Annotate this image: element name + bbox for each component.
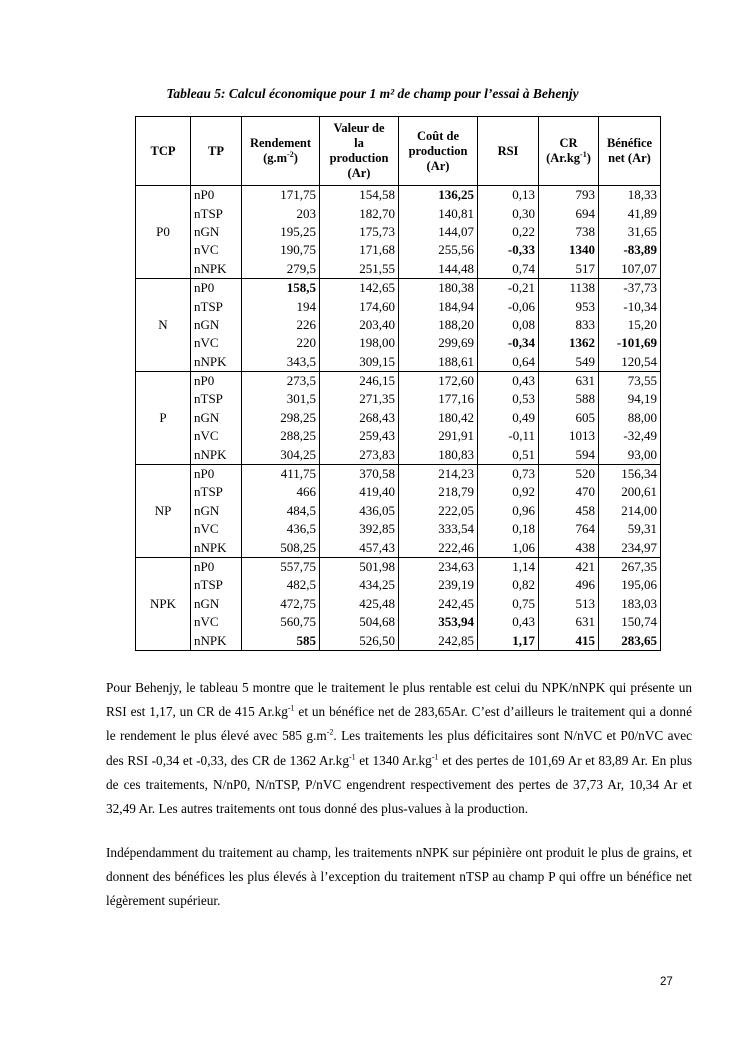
rend-cell: 273,5	[242, 371, 320, 390]
cout-cell: 144,48	[399, 260, 478, 279]
tp-cell: nP0	[191, 278, 242, 297]
rend-cell: 482,5	[242, 576, 320, 594]
rsi-cell: -0,11	[478, 427, 539, 445]
tp-cell: nTSP	[191, 297, 242, 315]
val-cell: 370,58	[320, 464, 399, 483]
rsi-cell: 1,17	[478, 631, 539, 650]
rend-cell: 560,75	[242, 613, 320, 631]
val-cell: 142,65	[320, 278, 399, 297]
cr-cell: 764	[539, 520, 599, 538]
ben-cell: -37,73	[599, 278, 661, 297]
cout-cell: 188,20	[399, 316, 478, 334]
table-row	[136, 576, 661, 594]
header-rsi: RSI	[478, 117, 539, 186]
ben-cell: 195,06	[599, 576, 661, 594]
ben-cell: 93,00	[599, 445, 661, 464]
cout-cell: 172,60	[399, 371, 478, 390]
rend-cell: 304,25	[242, 445, 320, 464]
ben-cell: -101,69	[599, 334, 661, 352]
rsi-cell: 0,43	[478, 371, 539, 390]
rsi-cell: 0,18	[478, 520, 539, 538]
cout-cell: 242,45	[399, 595, 478, 613]
rsi-cell: 0,08	[478, 316, 539, 334]
rend-cell: 508,25	[242, 538, 320, 557]
cr-cell: 605	[539, 409, 599, 427]
tp-cell: nP0	[191, 186, 242, 205]
table-header-row	[136, 117, 661, 186]
cr-cell: 594	[539, 445, 599, 464]
val-cell: 175,73	[320, 223, 399, 241]
ben-cell: 94,19	[599, 390, 661, 408]
val-cell: 309,15	[320, 353, 399, 372]
rsi-cell: 0,75	[478, 595, 539, 613]
ben-cell: 41,89	[599, 204, 661, 222]
rend-cell: 158,5	[242, 278, 320, 297]
cout-cell: 144,07	[399, 223, 478, 241]
tp-cell: nTSP	[191, 390, 242, 408]
rsi-cell: 0,82	[478, 576, 539, 594]
cout-cell: 184,94	[399, 297, 478, 315]
rsi-cell: -0,06	[478, 297, 539, 315]
header-benefice: Bénéfice net (Ar)	[599, 117, 661, 186]
ben-cell: 156,34	[599, 464, 661, 483]
val-cell: 419,40	[320, 483, 399, 501]
table-row	[136, 371, 661, 390]
rend-cell: 194	[242, 297, 320, 315]
cout-cell: 222,46	[399, 538, 478, 557]
rend-cell: 203	[242, 204, 320, 222]
table-row	[136, 278, 661, 297]
ben-cell: 88,00	[599, 409, 661, 427]
ben-cell: 120,54	[599, 353, 661, 372]
tp-cell: nTSP	[191, 576, 242, 594]
cr-cell: 1138	[539, 278, 599, 297]
rend-cell: 436,5	[242, 520, 320, 538]
tp-cell: nNPK	[191, 538, 242, 557]
cr-cell: 631	[539, 371, 599, 390]
cr-cell: 438	[539, 538, 599, 557]
rend-cell: 466	[242, 483, 320, 501]
rend-cell: 279,5	[242, 260, 320, 279]
cout-cell: 188,61	[399, 353, 478, 372]
tcp-cell: NPK	[136, 557, 191, 650]
ben-cell: 200,61	[599, 483, 661, 501]
cout-cell: 299,69	[399, 334, 478, 352]
val-cell: 246,15	[320, 371, 399, 390]
cr-cell: 421	[539, 557, 599, 576]
cr-cell: 833	[539, 316, 599, 334]
rend-cell: 411,75	[242, 464, 320, 483]
ben-cell: 283,65	[599, 631, 661, 650]
table-row	[136, 613, 661, 631]
tp-cell: nTSP	[191, 483, 242, 501]
cout-cell: 291,91	[399, 427, 478, 445]
rsi-cell: 0,51	[478, 445, 539, 464]
cr-cell: 458	[539, 502, 599, 520]
tp-cell: nGN	[191, 502, 242, 520]
val-cell: 434,25	[320, 576, 399, 594]
cr-cell: 470	[539, 483, 599, 501]
cout-cell: 239,19	[399, 576, 478, 594]
rend-cell: 195,25	[242, 223, 320, 241]
val-cell: 203,40	[320, 316, 399, 334]
tp-cell: nNPK	[191, 445, 242, 464]
tp-cell: nVC	[191, 334, 242, 352]
cr-cell: 631	[539, 613, 599, 631]
table-row	[136, 186, 661, 205]
table-row	[136, 502, 661, 520]
rend-cell: 288,25	[242, 427, 320, 445]
tp-cell: nGN	[191, 223, 242, 241]
table-row	[136, 223, 661, 241]
val-cell: 171,68	[320, 241, 399, 259]
header-tcp: TCP	[136, 117, 191, 186]
table-row	[136, 427, 661, 445]
table-row	[136, 409, 661, 427]
cout-cell: 234,63	[399, 557, 478, 576]
val-cell: 273,83	[320, 445, 399, 464]
header-rendement: Rendement $(g.m^{-2})$	[242, 117, 320, 186]
header-cout-production: Coût de production (Ar)	[399, 117, 478, 186]
tp-cell: nNPK	[191, 260, 242, 279]
cout-cell: 255,56	[399, 241, 478, 259]
rend-cell: 472,75	[242, 595, 320, 613]
cr-cell: 415	[539, 631, 599, 650]
cr-cell: 517	[539, 260, 599, 279]
table-row	[136, 595, 661, 613]
tp-cell: nP0	[191, 371, 242, 390]
tp-cell: nTSP	[191, 204, 242, 222]
header-valeur-production: Valeur de la production (Ar)	[320, 117, 399, 186]
cr-cell: 1340	[539, 241, 599, 259]
ben-cell: 150,74	[599, 613, 661, 631]
ben-cell: 267,35	[599, 557, 661, 576]
table-row	[136, 204, 661, 222]
val-cell: 174,60	[320, 297, 399, 315]
cr-cell: 496	[539, 576, 599, 594]
tp-cell: nNPK	[191, 353, 242, 372]
paragraph-conclusion: Indépendamment du traitement au champ, les traitements nNPK sur pépinière ont produit le plus de grains, et donnent des bénéfices les plus élevés à l’exception du traitement nTSP au champ P qui offre un bénéfice net légèrement supérieur.	[106, 845, 692, 909]
rend-cell: 301,5	[242, 390, 320, 408]
table-row	[136, 631, 661, 650]
val-cell: 526,50	[320, 631, 399, 650]
table-row	[136, 353, 661, 372]
table-row	[136, 464, 661, 483]
ben-cell: 234,97	[599, 538, 661, 557]
rsi-cell: -0,34	[478, 334, 539, 352]
cr-cell: 1362	[539, 334, 599, 352]
cr-cell: 513	[539, 595, 599, 613]
table-row	[136, 334, 661, 352]
cout-cell: 177,16	[399, 390, 478, 408]
tp-cell: nVC	[191, 613, 242, 631]
rsi-cell: 0,49	[478, 409, 539, 427]
tp-cell: nNPK	[191, 631, 242, 650]
val-cell: 198,00	[320, 334, 399, 352]
cout-cell: 214,23	[399, 464, 478, 483]
header-cr: CR $(Ar.kg^{-1})$	[539, 117, 599, 186]
rsi-cell: 0,92	[478, 483, 539, 501]
ben-cell: 107,07	[599, 260, 661, 279]
table-row	[136, 260, 661, 279]
cr-cell: 1013	[539, 427, 599, 445]
rsi-cell: 0,22	[478, 223, 539, 241]
paragraph-analysis: Pour Behenjy, le tableau 5 montre que le traitement le plus rentable est celui du NPK/nNPK qui présente un RSI est 1,17, un CR de 415 $Ar.kg^{-1}$ et un bénéfice net de 283,65Ar. C’est d’ailleurs le traitement qui a donné le rendement le plus élevé avec 585 $g.m^{-2}$. Les traitements les plus déficitaires sont N/nVC et P0/nVC avec des RSI -0,34 et -0,33, des CR de 1362 $Ar.kg^{-1}$ et 1340 $Ar.kg^{-1}$ et des pertes de 101,69 Ar et 83,89 Ar. En plus de ces traitements, N/nP0, N/nTSP, P/nVC engendrent respectivement des pertes de 37,73 Ar, 10,34 Ar et 32,49 Ar. Les autres traitements ont tous donné des plus-values à la production.	[106, 680, 693, 817]
table-row	[136, 241, 661, 259]
val-cell: 271,35	[320, 390, 399, 408]
table-row	[136, 445, 661, 464]
rsi-cell: 0,43	[478, 613, 539, 631]
ben-cell: 214,00	[599, 502, 661, 520]
table-caption: Tableau 5: Calcul économique pour 1 m² de champ pour l’essai à Behenjy	[166, 86, 579, 101]
cr-cell: 694	[539, 204, 599, 222]
table-row	[136, 390, 661, 408]
ben-cell: 183,03	[599, 595, 661, 613]
val-cell: 501,98	[320, 557, 399, 576]
ben-cell: -32,49	[599, 427, 661, 445]
cout-cell: 353,94	[399, 613, 478, 631]
rsi-cell: 0,96	[478, 502, 539, 520]
val-cell: 259,43	[320, 427, 399, 445]
cout-cell: 218,79	[399, 483, 478, 501]
val-cell: 425,48	[320, 595, 399, 613]
val-cell: 504,68	[320, 613, 399, 631]
rend-cell: 298,25	[242, 409, 320, 427]
rsi-cell: -0,21	[478, 278, 539, 297]
cout-cell: 180,38	[399, 278, 478, 297]
val-cell: 182,70	[320, 204, 399, 222]
cout-cell: 136,25	[399, 186, 478, 205]
table-row	[136, 520, 661, 538]
rsi-cell: 0,30	[478, 204, 539, 222]
rend-cell: 190,75	[242, 241, 320, 259]
val-cell: 392,85	[320, 520, 399, 538]
rsi-cell: 0,13	[478, 186, 539, 205]
table-row	[136, 297, 661, 315]
tp-cell: nVC	[191, 241, 242, 259]
ben-cell: 18,33	[599, 186, 661, 205]
rend-cell: 171,75	[242, 186, 320, 205]
table-row	[136, 557, 661, 576]
cout-cell: 180,83	[399, 445, 478, 464]
cout-cell: 333,54	[399, 520, 478, 538]
rend-cell: 226	[242, 316, 320, 334]
cr-cell: 953	[539, 297, 599, 315]
rend-cell: 220	[242, 334, 320, 352]
cr-cell: 588	[539, 390, 599, 408]
rsi-cell: 0,64	[478, 353, 539, 372]
tcp-cell: NP	[136, 464, 191, 557]
table-row	[136, 483, 661, 501]
cr-cell: 520	[539, 464, 599, 483]
val-cell: 251,55	[320, 260, 399, 279]
cr-cell: 738	[539, 223, 599, 241]
tp-cell: nP0	[191, 464, 242, 483]
page-number: 27	[660, 976, 673, 988]
cr-cell: 793	[539, 186, 599, 205]
rsi-cell: 0,53	[478, 390, 539, 408]
ben-cell: 73,55	[599, 371, 661, 390]
ben-cell: 59,31	[599, 520, 661, 538]
cout-cell: 242,85	[399, 631, 478, 650]
cout-cell: 180,42	[399, 409, 478, 427]
table-row	[136, 538, 661, 557]
ben-cell: -10,34	[599, 297, 661, 315]
rend-cell: 585	[242, 631, 320, 650]
ben-cell: 31,65	[599, 223, 661, 241]
tp-cell: nVC	[191, 427, 242, 445]
ben-cell: 15,20	[599, 316, 661, 334]
cout-cell: 140,81	[399, 204, 478, 222]
cout-cell: 222,05	[399, 502, 478, 520]
tp-cell: nP0	[191, 557, 242, 576]
table-row	[136, 316, 661, 334]
tcp-cell: P0	[136, 186, 191, 279]
rend-cell: 343,5	[242, 353, 320, 372]
ben-cell: -83,89	[599, 241, 661, 259]
val-cell: 457,43	[320, 538, 399, 557]
rsi-cell: -0,33	[478, 241, 539, 259]
header-tp: TP	[191, 117, 242, 186]
rend-cell: 557,75	[242, 557, 320, 576]
tcp-cell: P	[136, 371, 191, 464]
tp-cell: nGN	[191, 316, 242, 334]
val-cell: 154,58	[320, 186, 399, 205]
val-cell: 436,05	[320, 502, 399, 520]
tp-cell: nGN	[191, 595, 242, 613]
tp-cell: nGN	[191, 409, 242, 427]
tcp-cell: N	[136, 278, 191, 371]
cr-cell: 549	[539, 353, 599, 372]
rsi-cell: 1,14	[478, 557, 539, 576]
rsi-cell: 0,73	[478, 464, 539, 483]
rsi-cell: 1,06	[478, 538, 539, 557]
tp-cell: nVC	[191, 520, 242, 538]
rend-cell: 484,5	[242, 502, 320, 520]
val-cell: 268,43	[320, 409, 399, 427]
rsi-cell: 0,74	[478, 260, 539, 279]
economic-table	[135, 116, 661, 651]
